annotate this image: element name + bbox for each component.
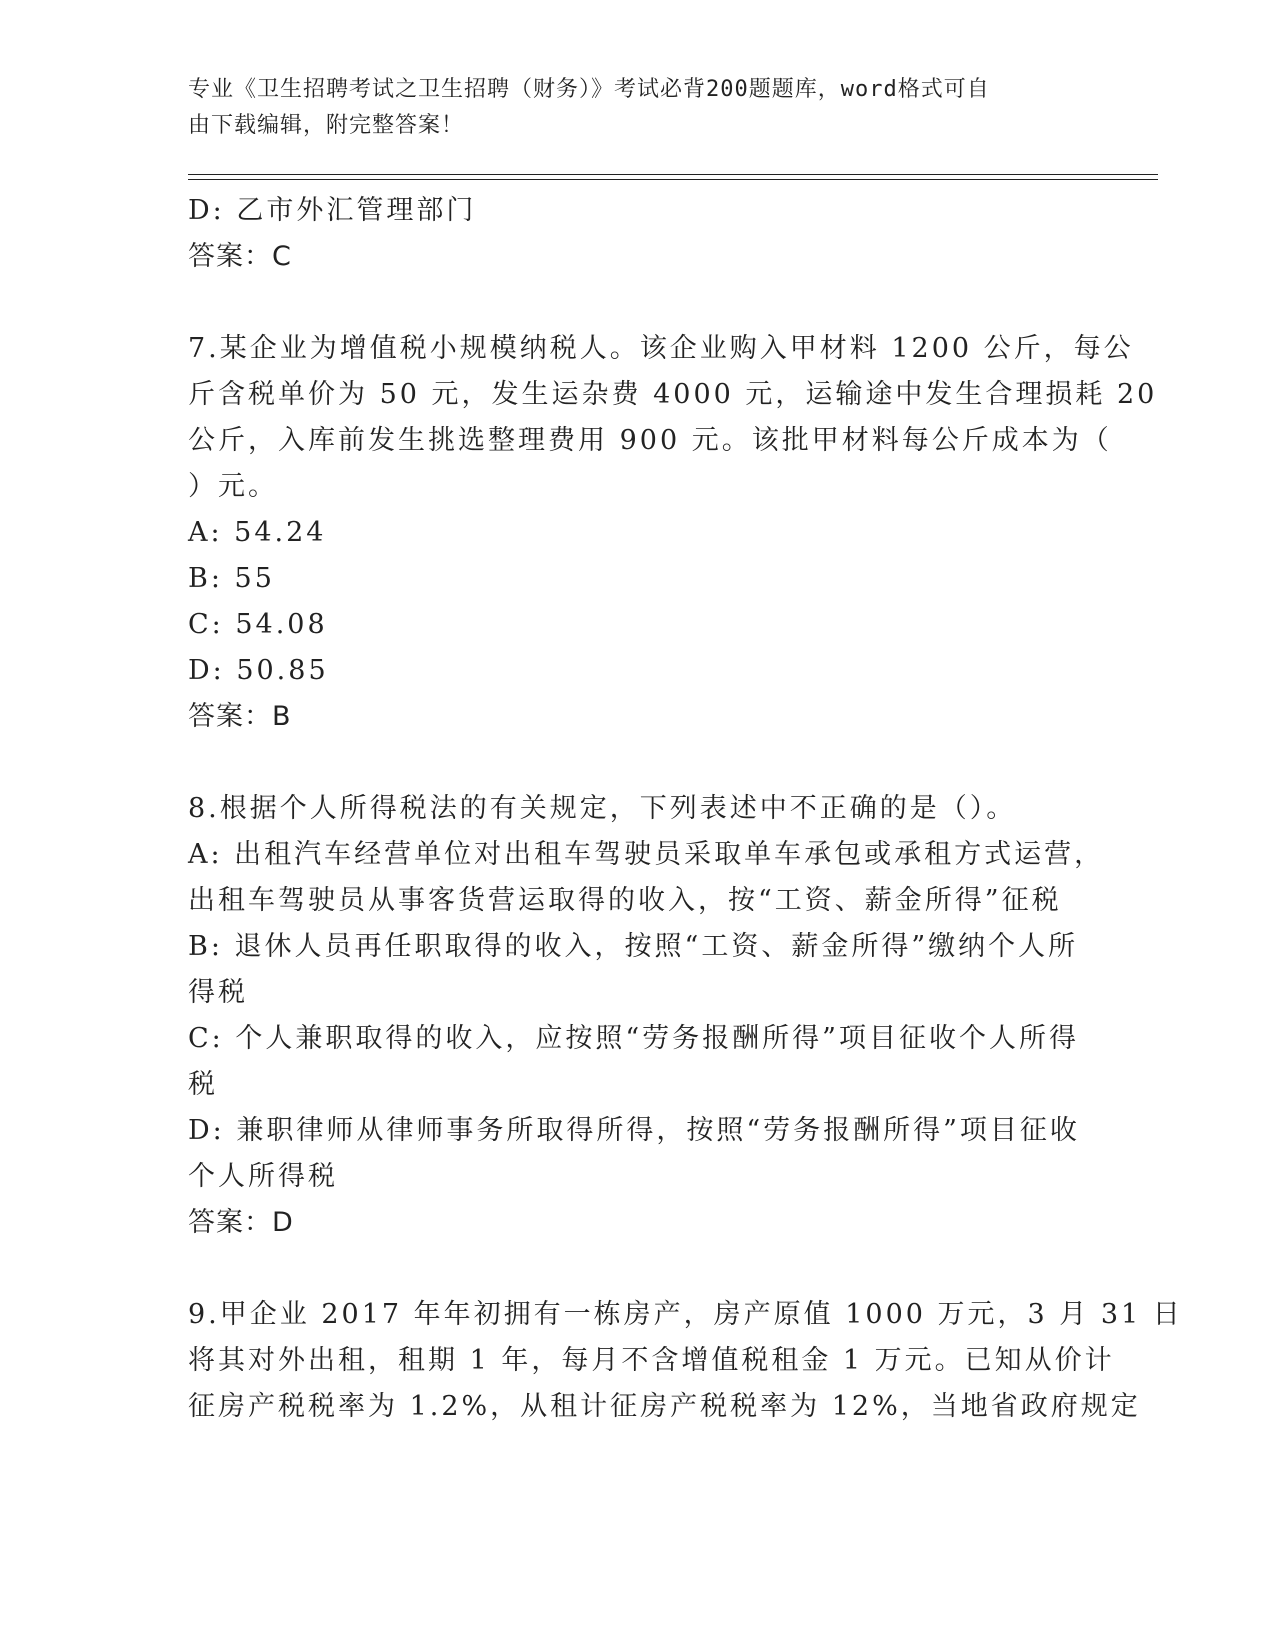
q8-option-a-line: A: 出租汽车经营单位对出租车驾驶员采取单车承包或承租方式运营， <box>188 839 1105 870</box>
q7-stem-line: 公斤，入库前发生挑选整理费用 900 元。该批甲材料每公斤成本为（ <box>188 425 1112 456</box>
q7-option-d: D: 50.85 <box>188 655 329 686</box>
q9-stem-line: 9.甲企业 2017 年年初拥有一栋房产，房产原值 1000 万元，3 月 31 日 <box>188 1299 1183 1330</box>
spacer <box>188 280 1088 326</box>
q8-option-b-line: B: 退休人员再任职取得的收入，按照“工资、薪金所得”缴纳个人所 <box>188 931 1079 962</box>
header-line-2: 由下载编辑，附完整答案！ <box>188 113 465 138</box>
prev-answer: 答案：C <box>188 241 292 272</box>
q8-option-d-line: 个人所得税 <box>188 1161 338 1192</box>
header-line-1: 专业《卫生招聘考试之卫生招聘（财务）》考试必背200题题库，word格式可自 <box>188 77 990 102</box>
document-header <box>188 72 1068 144</box>
q8-option-b-line: 得税 <box>188 977 248 1008</box>
q8-answer: 答案：D <box>188 1207 294 1238</box>
q7-stem-line: ）元。 <box>188 471 278 502</box>
q7-stem-line: 7.某企业为增值税小规模纳税人。该企业购入甲材料 1200 公斤，每公 <box>188 333 1134 364</box>
q8-option-d-line: D: 兼职律师从律师事务所取得所得，按照“劳务报酬所得”项目征收 <box>188 1115 1080 1146</box>
q9-stem-line: 将其对外出租，租期 1 年，每月不含增值税租金 1 万元。已知从价计 <box>188 1345 1115 1376</box>
q7-stem-line: 斤含税单价为 50 元，发生运杂费 4000 元，运输途中发生合理损耗 20 <box>188 379 1158 410</box>
header-divider-top <box>188 174 1158 175</box>
q8-option-c-line: 税 <box>188 1069 218 1100</box>
spacer <box>188 740 1088 786</box>
q7-option-c: C: 54.08 <box>188 609 328 640</box>
q8-option-a-line: 出租车驾驶员从事客货营运取得的收入，按“工资、薪金所得”征税 <box>188 885 1062 916</box>
question-9 <box>188 1292 1183 1430</box>
document-body <box>188 188 1183 1430</box>
question-8 <box>188 786 1105 1246</box>
q7-option-b: B: 55 <box>188 563 275 594</box>
header-divider-bottom <box>188 179 1158 180</box>
q7-answer: 答案：B <box>188 701 292 732</box>
prev-option-d: D: 乙市外汇管理部门 <box>188 195 477 226</box>
q8-stem: 8.根据个人所得税法的有关规定，下列表述中不正确的是（）。 <box>188 793 1017 824</box>
q9-stem-line: 征房产税税率为 1.2%，从租计征房产税税率为 12%，当地省政府规定 <box>188 1391 1141 1422</box>
q7-option-a: A: 54.24 <box>188 517 327 548</box>
q8-option-c-line: C: 个人兼职取得的收入，应按照“劳务报酬所得”项目征收个人所得 <box>188 1023 1079 1054</box>
spacer <box>188 1246 1088 1292</box>
question-7 <box>188 326 1158 740</box>
